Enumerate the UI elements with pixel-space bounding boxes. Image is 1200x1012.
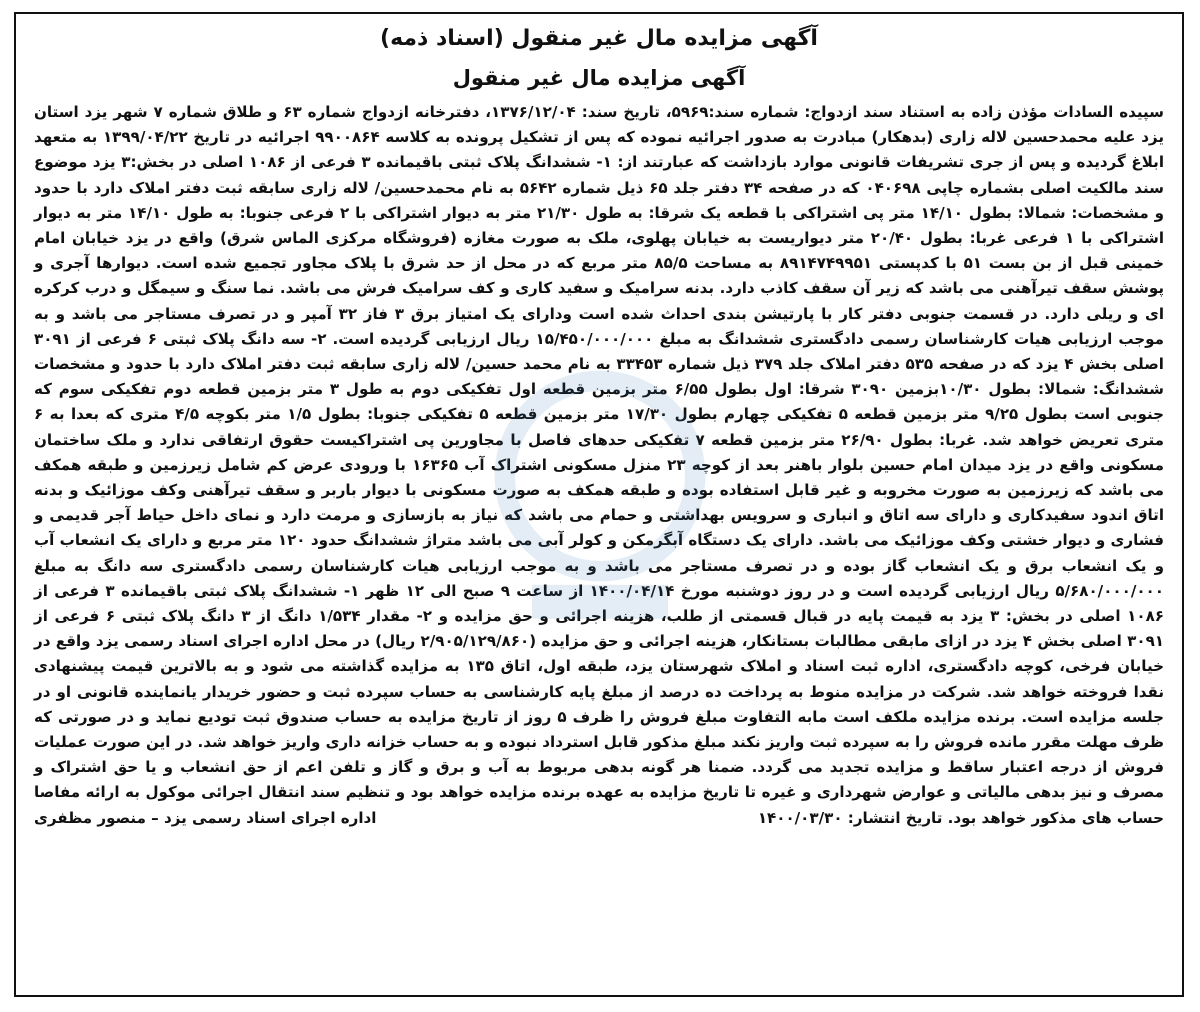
notice-subtitle: آگهی مزایده مال غیر منقول	[452, 66, 746, 90]
notice-body-text: سپیده السادات مؤذن زاده به استناد سند ازدواج: شماره سند:۵۹۶۹، تاریخ سند: ۱۳۷۶/۱۲/۰۴، دفترخانه ازدواج شماره ۶۳ و طلاق شماره ۷ شهر یزد استان یزد علیه محمدحسین لاله زاری (بدهکار) مبادرت به صدور اجرائیه نموده که پس از تشکیل پرونده به کلاسه ۹۹۰۰۸۶۴ اجرائیه در تاریخ ۱۳۹۹/۰۴/۲۲ به متعهد ابلاغ گردیده و پس از جری تشریفات قانونی موارد بازداشت که عبارتند از: ۱- ششدانگ پلاک ثبتی باقیمانده ۳ فرعی از ۱۰۸۶ اصلی در بخش:۳ یزد موضوع سند مالکیت اصلی بشماره چاپی ۰۴۰۶۹۸ که در صفحه ۳۴ دفتر جلد ۶۵ ذیل شماره ۵۶۴۲ به نام محمدحسین/ لاله زاری سابقه ثبت دفتر املاک دارد با حدود و مشخصات: شمالا: بطول ۱۴/۱۰ متر پی اشتراکی با قطعه یک شرقا: به طول ۲۱/۳۰ متر به دیوار اشتراکی با ۲ فرعی جنوبا: به طول ۱۴/۱۰ متر به دیوار اشتراکی با ۱ فرعی غربا: بطول ۲۰/۴۰ متر دیواریست به خیابان پهلوی، ملک به صورت مغازه (فروشگاه مرکزی الماس شرق) واقع در یزد خیابان امام خمینی قبل از بن بست ۵۱ با کدپستی ۸۹۱۴۷۴۹۹۵۱ به مساحت ۸۵/۵ متر مربع که در محل از حد شرق با پلاک مجاور تجمیع شده است. دیوارها آجری و پوشش سقف تیرآهنی می باشد که زیر آن سقف کاذب دارد. بدنه سرامیک و سفید کاری و کف سرامیک فرش می باشد. نما سنگ و سیمگل و درب کرکره ای و ریلی دارد. در قسمت جنوبی دفتر کار با پارتیشن بندی احداث شده است ودارای یک امتیاز برق ۳ فاز ۳۲ آمپر و در تصرف مستاجر می باشد و به موجب ارزیابی هیات کارشناسان رسمی دادگستری ششدانگ به مبلغ ۱۵/۴۵۰/۰۰۰/۰۰۰ ریال ارزیابی گردیده است. ۲- سه دانگ پلاک ثبتی ۶ فرعی از ۳۰۹۱ اصلی بخش ۴ یزد که در صفحه ۵۳۵ دفتر املاک جلد ۳۷۹ ذیل شماره ۳۳۴۵۳ به نام محمد حسین/ لاله زاری سابقه ثبت دفتر املاک دارد با حدود و مشخصات ششدانگ: شمالا: بطول ۱۰/۳۰بزمین ۳۰۹۰ شرقا: اول بطول ۶/۵۵ متر بزمین قطعه اول تفکیکی دوم به طول ۳ متر بزمین قطعه دوم تفکیکی سوم که جنوبی است بطول ۹/۲۵ متر بزمین قطعه ۵ تفکیکی چهارم بطول ۱۷/۳۰ متر بزمین قطعه ۵ تفکیکی جنوبا: بطول ۱/۵ متر بکوچه ۴/۵ متری که بعدا به ۶ متری تعریض خواهد شد. غربا: بطول ۲۶/۹۰ متر بزمین قطعه ۷ تفکیکی حدهای فاصل با مجاورین پی اشتراکیست حقوق ارتفاقی ندارد و ملک ساختمان مسکونی واقع در یزد میدان امام حسین بلوار باهنر بعد از کوچه ۲۳ منزل مسکونی اشتراک آب ۱۶۳۶۵ با ورودی عرض کم شامل زیرزمین و طبقه همکف می باشد که زیرزمین به صورت مخروبه و غیر قابل استفاده بوده و طبقه همکف به صورت مسکونی با دیوار باربر و سقف تیرآهنی وکف موزائیک و بدنه اتاق اندود سفیدکاری و دارای سه اتاق و انباری و سرویس بهداشتی و حمام می باشد که نیاز به بازسازی و مرمت دارد و نمای داخل حیاط آجر قدیمی و فشاری و دیوار خشتی وکف موزائیک می باشد. دارای یک دستگاه آبگرمکن و کولر آبی می باشد متراژ ششدانگ حدود ۱۲۰ متر مربع و دارای یک انشعاب آب و یک انشعاب برق و یک انشعاب گاز بوده و در تصرف مستاجر می باشد و به موجب ارزیابی هیات کارشناسان رسمی دادگستری سه دانگ به مبلغ ۵/۶۸۰/۰۰۰/۰۰۰ ریال ارزیابی گردیده است و در روز دوشنبه مورخ ۱۴۰۰/۰۴/۱۴ از ساعت ۹ صبح الی ۱۲ ظهر ۱- ششدانگ پلاک ثبتی باقیمانده ۳ فرعی از ۱۰۸۶ اصلی در بخش: ۳ یزد به قیمت پایه در قبال قسمتی از طلب، هزینه اجرائی و حق مزایده و ۲- مقدار ۱/۵۳۴ دانگ از ۳ دانگ پلاک ثبتی ۶ فرعی از ۳۰۹۱ اصلی بخش ۴ یزد در ازای مابقی مطالبات بستانکار، هزینه اجرائی و حق مزایده (۲/۹۰۵/۱۲۹/۸۶۰ ریال) در محل اداره اجرای اسناد رسمی یزد واقع در خیابان فرخی، کوچه دادگستری، اداره ثبت اسناد و املاک شهرستان یزد، طبقه اول، اتاق ۱۳۵ به مزایده گذاشته می شود و به بالاترین قیمت پیشنهادی نقدا فروخته خواهد شد. شرکت در مزایده منوط به پرداخت ده درصد از مبلغ پایه کارشناسی به حساب سپرده ثبت و حضور خریدار یانماینده قانونی او در جلسه مزایده است. برنده مزایده ملکف است مابه التفاوت مبلغ فروش را ظرف ۵ روز از تاریخ مزایده به حساب صندوق ثبت تودیع نماید و در صورتی که ظرف مهلت مقرر مانده فروش را به سپرده ثبت واریز نکند مبلغ مذکور قابل استرداد نبوده و به حساب خزانه داری واریز خواهد شد. در این صورت عملیات فروش از درجه اعتبار ساقط و مزایده تجدید می گردد. ضمنا هر گونه بدهی مربوط به آب و برق و گاز و تلفن اعم از حق انشعاب و یا حق اشتراک و مصرف و نیز بدهی مالیاتی و عوارض شهرداری و غیره تا تاریخ مزایده به عهده برنده مزایده خواهد بود و تنظیم سند انتقال اجرائی موکول به ارائه مفاصا حساب های مذکور خواهد بود. تاریخ انتشار: ۱۴۰۰/۰۳/۳۰	[34, 103, 1165, 827]
notice-body	[34, 100, 1164, 831]
notice-signature: اداره اجرای اسناد رسمی یزد – منصور مظفری	[34, 808, 377, 827]
notice-title: آگهی مزایده مال غیر منقول (اسناد ذمه)	[380, 26, 818, 51]
auction-notice	[14, 12, 1184, 997]
